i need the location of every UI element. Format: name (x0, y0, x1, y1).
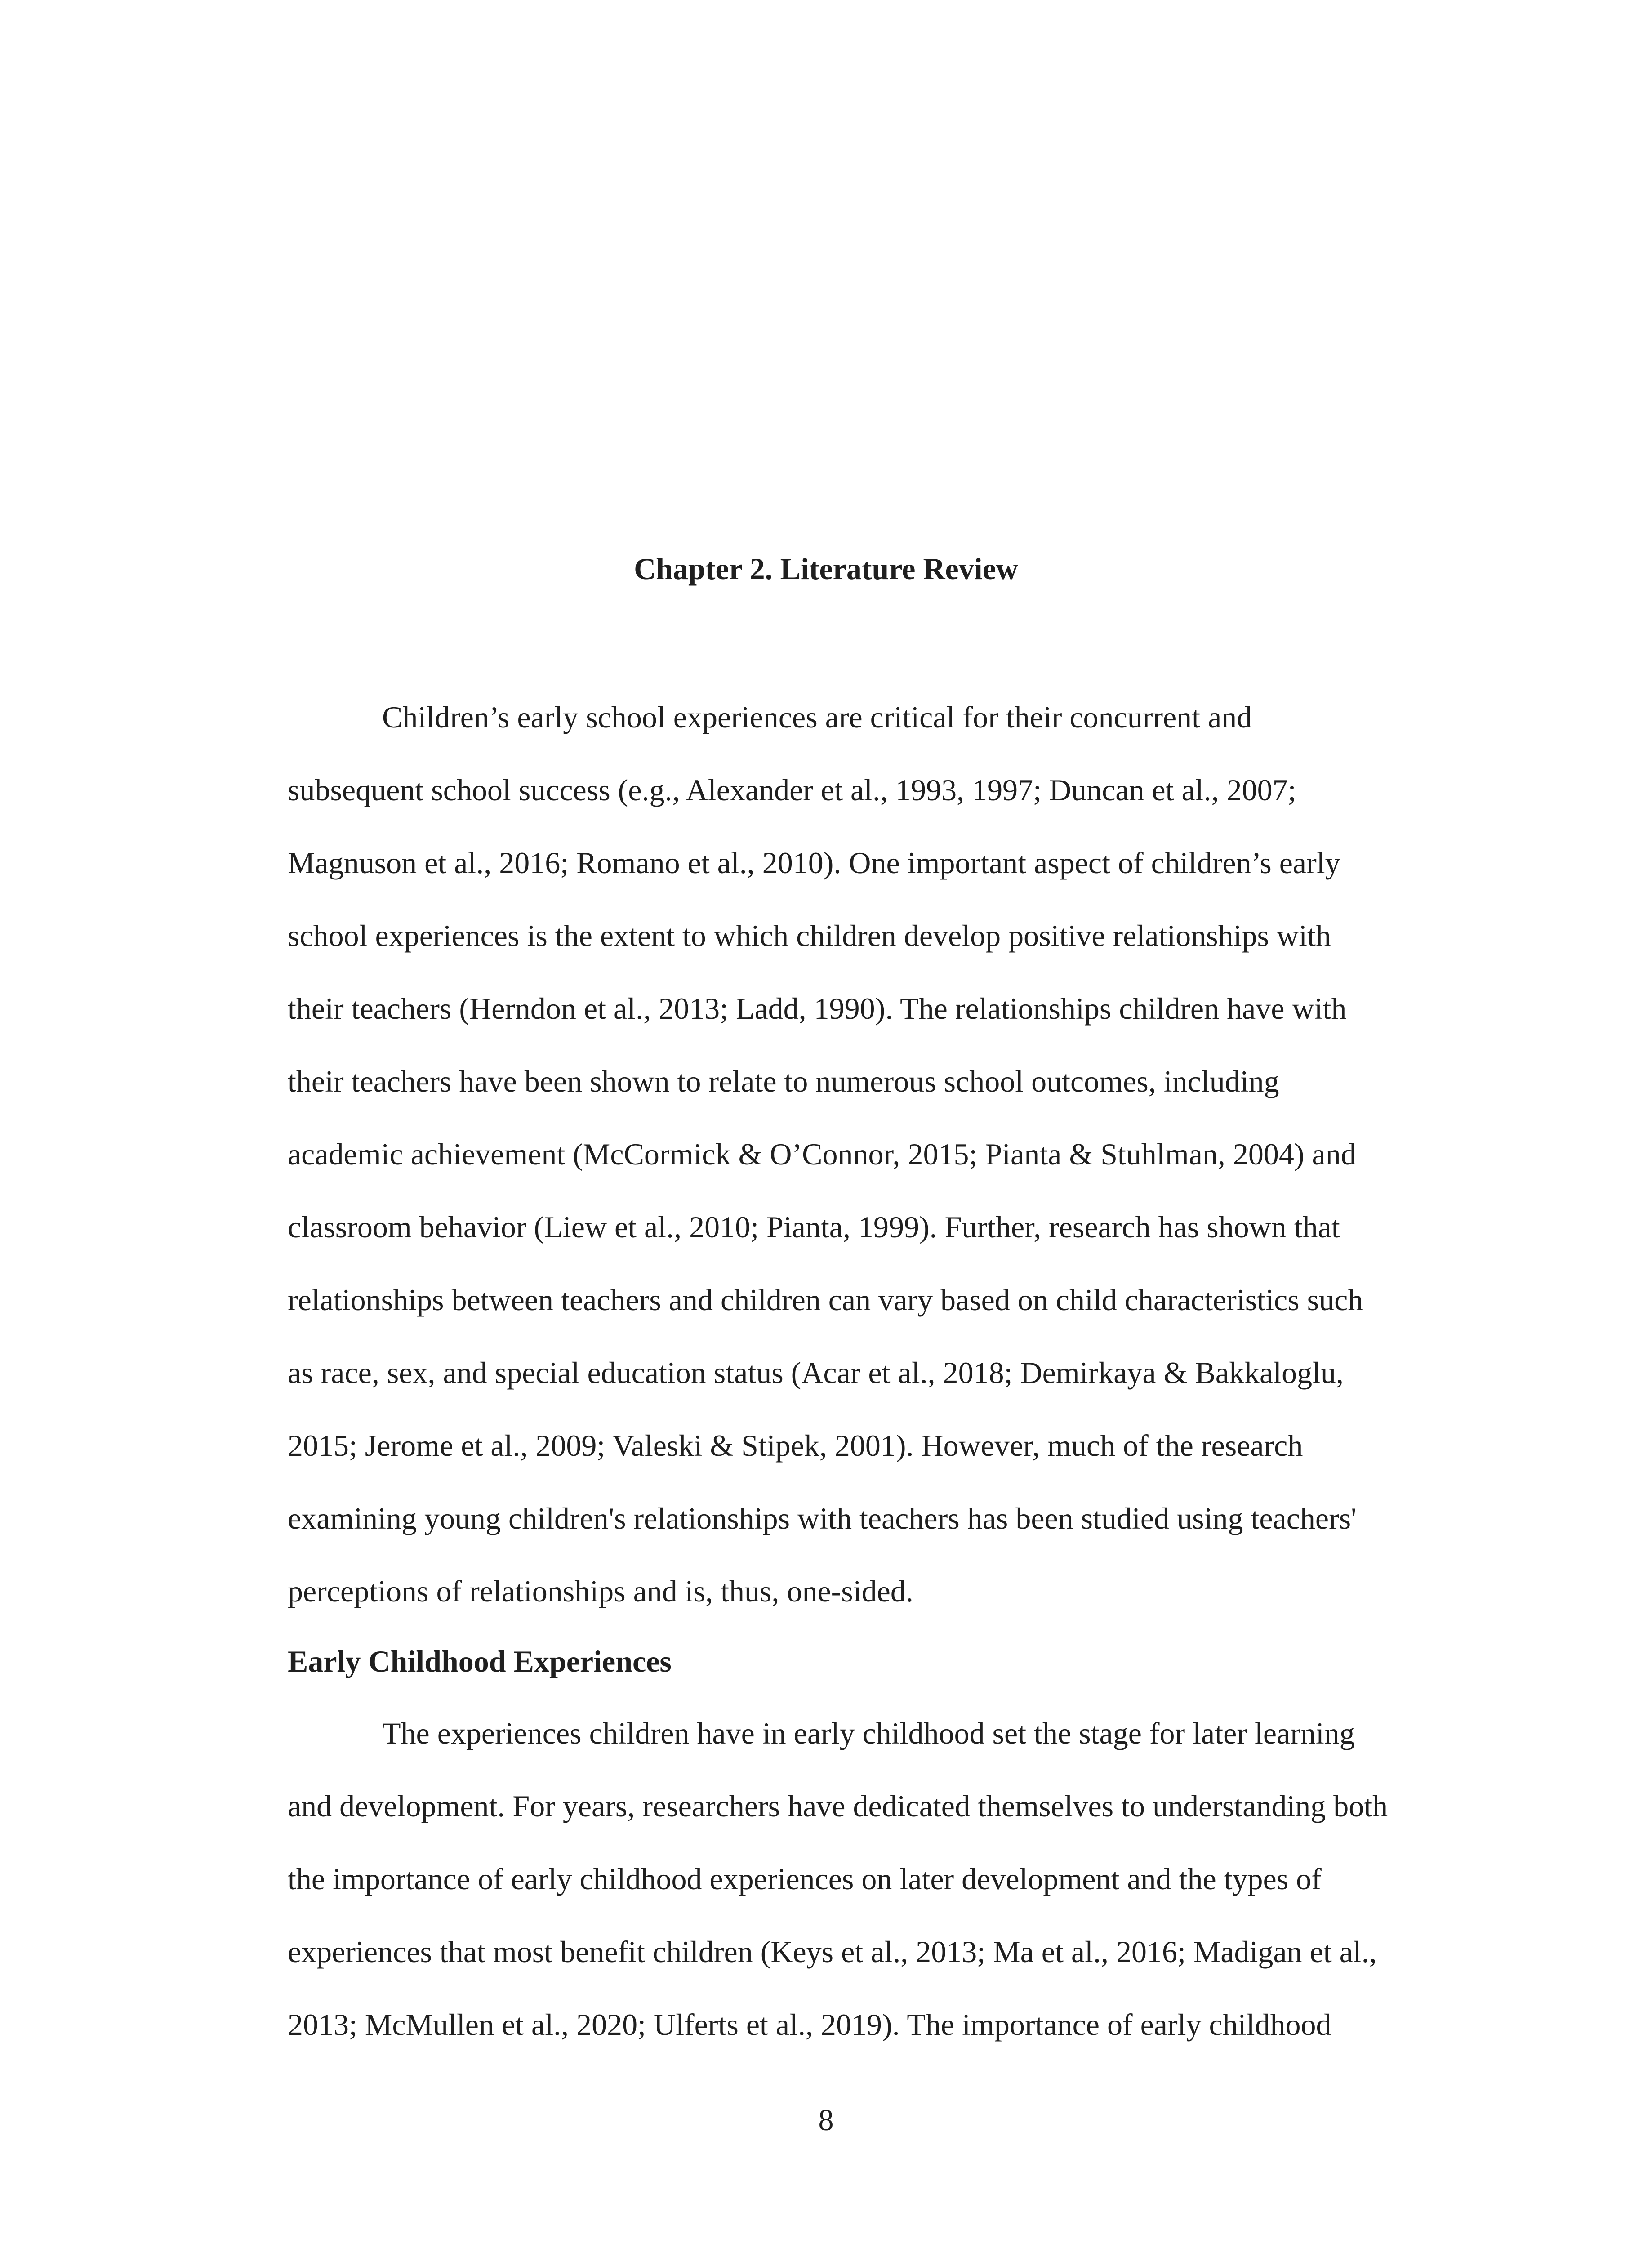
paragraph-line: classroom behavior (Liew et al., 2010; Pianta, 1999). Further, research has shown that (288, 1210, 1340, 1244)
paragraph-line: their teachers have been shown to relate to numerous school outcomes, including (288, 1064, 1279, 1098)
paragraph-line: The experiences children have in early childhood set the stage for later learning (382, 1716, 1355, 1750)
paragraph-line: their teachers (Herndon et al., 2013; Ladd, 1990). The relationships children have with (288, 991, 1347, 1026)
paragraph-line: relationships between teachers and children can vary based on child characteristics such (288, 1283, 1363, 1317)
paragraph-line: perceptions of relationships and is, thus, one-sided. (288, 1574, 913, 1608)
paragraph-line: school experiences is the extent to which children develop positive relationships with (288, 919, 1331, 953)
paragraph-line: subsequent school success (e.g., Alexander et al., 1993, 1997; Duncan et al., 2007; (288, 773, 1296, 807)
paragraph-line: 2013; McMullen et al., 2020; Ulferts et al., 2019). The importance of early childhood (288, 2007, 1331, 2042)
paragraph-line: as race, sex, and special education status (Acar et al., 2018; Demirkaya & Bakkaloglu, (288, 1356, 1344, 1390)
paragraph-line: experiences that most benefit children (Keys et al., 2013; Ma et al., 2016; Madigan et al., (288, 1935, 1377, 1969)
paragraph-line: academic achievement (McCormick & O’Connor, 2015; Pianta & Stuhlman, 2004) and (288, 1137, 1356, 1171)
paragraph-line: Children’s early school experiences are critical for their concurrent and (382, 700, 1252, 734)
paragraph-line: and development. For years, researchers have dedicated themselves to understanding both (288, 1789, 1388, 1823)
section-heading: Early Childhood Experiences (288, 1644, 672, 1678)
paragraph-line: examining young children's relationships with teachers has been studied using teachers' (288, 1501, 1357, 1535)
page-number: 8 (818, 2103, 834, 2137)
chapter-title: Chapter 2. Literature Review (634, 552, 1018, 586)
paragraph-line: 2015; Jerome et al., 2009; Valeski & Stipek, 2001). However, much of the research (288, 1428, 1303, 1463)
paragraph-line: the importance of early childhood experiences on later development and the types of (288, 1862, 1322, 1896)
paragraph-line: Magnuson et al., 2016; Romano et al., 2010). One important aspect of children’s early (288, 846, 1340, 880)
